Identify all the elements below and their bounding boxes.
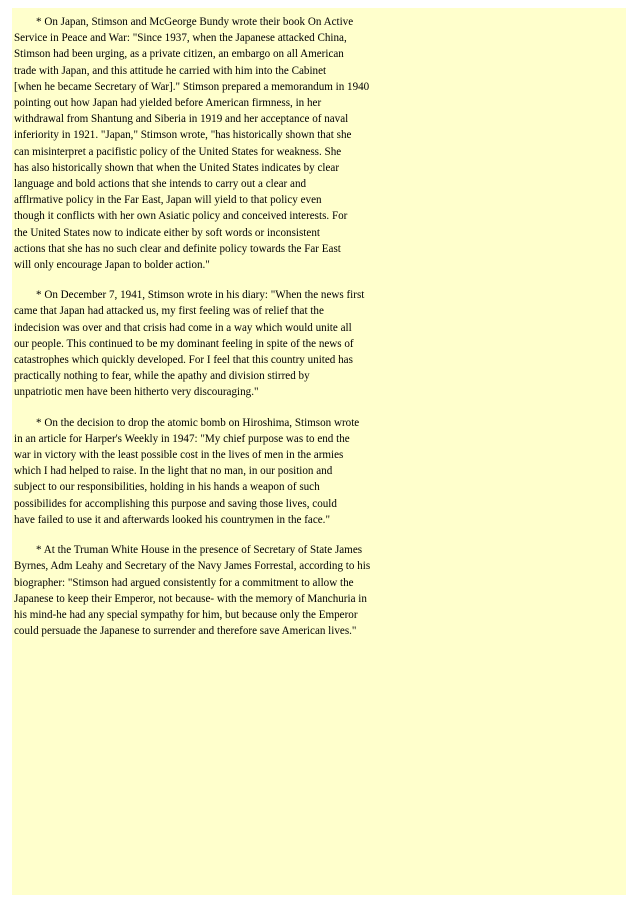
- text-line: which I had helped to raise. In the light that no man, in our position and: [14, 465, 333, 478]
- text-line: unpatriotic men have been hitherto very discouraging.": [14, 386, 259, 399]
- paragraph-truman-white-house: [14, 542, 626, 639]
- paragraph-stimson-bundy-japan: [14, 14, 626, 273]
- text-line: his mind-he had any special sympathy for him, but because only the Emperor: [14, 608, 358, 621]
- text-line: war in victory with the least possible cost in the lives of men in the armies: [14, 449, 344, 462]
- text-line: * At the Truman White House in the presence of Secretary of State James: [36, 544, 363, 557]
- paragraph-december-7-diary: [14, 287, 626, 400]
- text-line: possibilides for accomplishing this purpose and saving those lives, could: [14, 497, 337, 510]
- text-line: the United States now to indicate either by soft words or inconsistent: [14, 226, 320, 239]
- text-line: trade with Japan, and this attitude he carried with him into the Cabinet: [14, 64, 327, 77]
- text-line: pointing out how Japan had yielded before American firmness, in her: [14, 97, 322, 110]
- text-line: has also historically shown that when the United States indicates by clear: [14, 161, 340, 174]
- text-line: catastrophes which quickly developed. For I feel that this country united has: [14, 354, 353, 367]
- text-line: practically nothing to fear, while the apathy and division stirred by: [14, 370, 310, 383]
- text-line: withdrawal from Shantung and Siberia in 1919 and her acceptance of naval: [14, 113, 349, 126]
- text-line: Byrnes, Adm Leahy and Secretary of the Navy James Forrestal, according to his: [14, 560, 371, 573]
- text-line: actions that she has no such clear and definite policy towards the Far East: [14, 242, 341, 255]
- text-line: Stimson had been urging, as a private citizen, an embargo on all American: [14, 48, 344, 61]
- text-line: in an article for Harper's Weekly in 1947: "My chief purpose was to end the: [14, 432, 350, 445]
- text-line: our people. This continued to be my dominant feeling in spite of the news of: [14, 337, 354, 350]
- text-line: could persuade the Japanese to surrender and therefore save American lives.": [14, 625, 357, 638]
- text-line: Japanese to keep their Emperor, not because- with the memory of Manchuria in: [14, 592, 367, 605]
- text-line: [when he became Secretary of War]." Stimson prepared a memorandum in 1940: [14, 80, 370, 93]
- text-line: biographer: "Stimson had argued consistently for a commitment to allow the: [14, 576, 354, 589]
- text-line: can misinterpret a pacifistic policy of the United States for weakness. She: [14, 145, 342, 158]
- text-line: will only encourage Japan to bolder action.": [14, 259, 210, 272]
- document-page: [12, 8, 626, 895]
- text-line: * On December 7, 1941, Stimson wrote in his diary: "When the news first: [36, 289, 365, 302]
- text-line: though it conflicts with her own Asiatic policy and conceived interests. For: [14, 210, 348, 223]
- text-line: Service in Peace and War: "Since 1937, when the Japanese attacked China,: [14, 32, 347, 45]
- paragraph-atomic-bomb-decision: [14, 415, 626, 528]
- text-line: * On Japan, Stimson and McGeorge Bundy wrote their book On Active: [36, 16, 354, 28]
- text-line: indecision was over and that crisis had come in a way which would unite all: [14, 321, 352, 334]
- text-line: subject to our responsibilities, holding in his hands a weapon of such: [14, 481, 320, 494]
- text-line: have failed to use it and afterwards looked his countrymen in the face.": [14, 513, 330, 526]
- text-line: language and bold actions that she intends to carry out a clear and: [14, 178, 307, 191]
- text-line: * On the decision to drop the atomic bomb on Hiroshima, Stimson wrote: [36, 416, 360, 429]
- text-line: inferiority in 1921. "Japan," Stimson wrote, "has historically shown that she: [14, 129, 352, 142]
- text-line: came that Japan had attacked us, my first feeling was of relief that the: [14, 305, 324, 318]
- text-line: afflrmative policy in the Far East, Japan will yield to that policy even: [14, 194, 322, 207]
